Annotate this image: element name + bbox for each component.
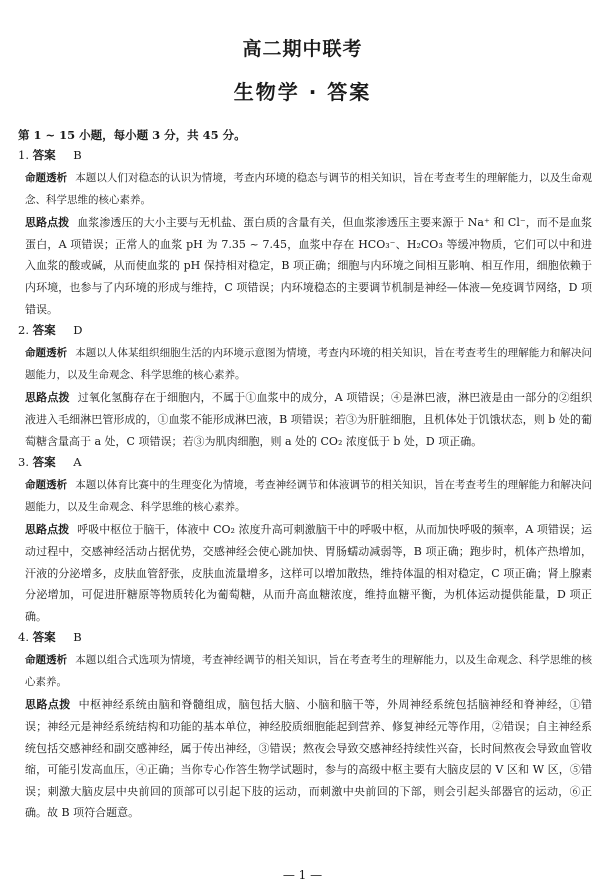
analysis-text: 本题以组合式选项为情境，考查神经调节的相关知识，旨在考查考生的理解能力，以及生命观念、科学思维的核心素养。 (25, 654, 593, 688)
question-block (18, 628, 592, 824)
tips-label: 思路点拨 (25, 216, 70, 230)
question-header (18, 321, 592, 339)
question-number: 2. (18, 323, 29, 338)
document-subtitle: 生物学 · 答案 (233, 80, 372, 104)
analysis-text: 本题以体育比赛中的生理变化为情境，考查神经调节和体液调节的相关知识，旨在考查考生的理解能力和解决问题能力，以及生命观念、科学思维的核心素养。 (25, 479, 593, 513)
exam-title: 高二期中联考 (242, 38, 363, 60)
analysis-label: 命题透析 (25, 347, 68, 360)
tips-text: 呼吸中枢位于脑干，体液中 CO₂ 浓度升高可刺激脑干中的呼吸中枢，从而加快呼吸的频率，A 项错误；运动过程中，交感神经活动占据优势，交感神经会使心跳加快、胃肠蠕动减弱等，B 项正确；跑步时，机体产热增加，汗液的分泌增多，皮肤血管舒张，皮肤血流量增多，这样可以增加散热，维持体温的相对稳定，C 项正确；肾上腺素分泌增加，可促进肝糖原等物质转化为葡萄糖，从而升高血糖浓度，维持血糖平衡，为机体运动提供能量，D 项正确。 (25, 523, 592, 623)
tips-label: 思路点拨 (25, 523, 70, 537)
analysis-text: 本题以人体某组织细胞生活的内环境示意图为情境，考查内环境的相关知识，旨在考查考生的理解能力和解决问题能力，以及生命观念、科学思维的核心素养。 (25, 347, 593, 381)
question-header (18, 146, 592, 164)
tips-paragraph (18, 519, 592, 627)
tips-text: 过氧化氢酶存在于细胞内，不属于①血浆中的成分，A 项错误；④是淋巴液，淋巴液是由一部分的②组织液进入毛细淋巴管形成的，①血浆不能形成淋巴液，B 项错误；若③为肝脏细胞，且机体处于饥饿状态，则 b 处的葡萄糖含量高于 a 处，C 项错误；若③为肌肉细胞，则 a 处的 CO₂ 浓度低于 b 处，D 项正确。 (25, 391, 593, 448)
answer-letter: D (73, 323, 83, 338)
tips-text: 血浆渗透压的大小主要与无机盐、蛋白质的含量有关，但血浆渗透压主要来源于 Na⁺ 和 Cl⁻，而不是血浆蛋白，A 项错误；正常人的血浆 pH 为 7.35 ~ 7.45，血浆中存在 HCO₃⁻、H₂CO₃ 等缓冲物质，它们可以中和进入血浆的酸或碱，从而使血浆的 pH 保持相对稳定，B 项正确；细胞与内环境之间相互影响、相互作用，细胞依赖于内环境，也参与了内环境的形成与维持，C 项错误；内环境稳态的主要调节机制是神经—体液—免疫调节网络，D 项错误。 (25, 216, 593, 316)
analysis-label: 命题透析 (25, 172, 68, 184)
analysis-paragraph (18, 475, 592, 518)
question-header (18, 453, 592, 471)
tips-label: 思路点拨 (25, 698, 71, 712)
tips-paragraph (18, 212, 592, 320)
tips-paragraph (18, 387, 592, 452)
answer-content (18, 126, 592, 825)
analysis-label: 命题透析 (25, 479, 68, 492)
question-block (18, 146, 592, 320)
answer-label: 答案 (32, 455, 56, 470)
tips-paragraph (18, 694, 592, 824)
question-number: 1. (18, 148, 29, 162)
answer-letter: B (73, 630, 82, 645)
analysis-text: 本题以人们对稳态的认识为情境，考查内环境的稳态与调节的相关知识，旨在考查考生的理解能力，以及生命观念、科学思维的核心素养。 (25, 172, 593, 206)
answer-label: 答案 (32, 323, 56, 338)
tips-label: 思路点拨 (25, 391, 70, 405)
answer-label: 答案 (32, 148, 56, 162)
question-number: 3. (18, 455, 29, 470)
analysis-paragraph (18, 168, 592, 211)
analysis-paragraph (18, 343, 592, 386)
question-number: 4. (18, 630, 29, 645)
answer-letter: B (73, 148, 82, 162)
page-number: — 1 — (282, 868, 323, 882)
answer-letter: A (73, 455, 82, 470)
analysis-paragraph (18, 650, 592, 693)
question-block (18, 321, 592, 452)
scope-note: 第 1 ~ 15 小题，每小题 3 分，共 45 分。 (18, 128, 246, 142)
question-block (18, 453, 592, 627)
tips-text: 中枢神经系统由脑和脊髓组成，脑包括大脑、小脑和脑干等，外周神经系统包括脑神经和脊神经，①错误；神经元是神经系统结构和功能的基本单位，神经胶质细胞能起到营养、修复神经元等作用，②错误；自主神经系统包括交感神经和副交感神经，属于传出神经，③错误；熬夜会导致交感神经持续性兴奋，长时间熬夜会导致血管收缩，可能引发高血压，④正确；当你专心作答生物学试题时，参与的高级中枢主要有大脑皮层的 V 区和 W 区，⑤错误；刺激大脑皮层中央前回的顶部可以引起下肢的运动，而刺激中央前回的下部，则会引起头部器官的运动，⑥正确。故 B 项符合题意。 (25, 698, 593, 820)
answer-label: 答案 (32, 630, 56, 645)
analysis-label: 命题透析 (25, 654, 68, 667)
question-header (18, 628, 592, 646)
